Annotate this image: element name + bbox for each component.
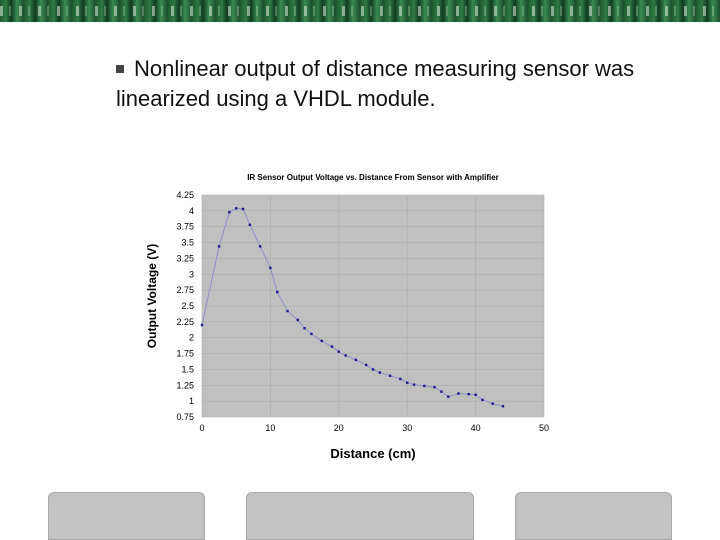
data-point-3 (235, 207, 237, 209)
y-tick-label-9: 3 (188, 269, 194, 280)
data-point-15 (338, 350, 340, 352)
y-tick-label-1: 1 (188, 396, 194, 407)
data-point-20 (379, 371, 381, 373)
data-point-24 (413, 383, 415, 385)
placeholder-slot-center (246, 492, 474, 540)
data-point-27 (440, 390, 442, 392)
x-tick-label-4: 40 (470, 423, 481, 433)
data-point-13 (321, 340, 323, 342)
data-point-30 (468, 393, 470, 395)
data-point-34 (502, 405, 504, 407)
data-point-6 (259, 245, 261, 247)
data-point-19 (372, 368, 374, 370)
data-point-14 (331, 345, 333, 347)
bullet-point-text: Nonlinear output of distance measuring sensor was linearized using a VHDL module. (116, 56, 635, 111)
y-axis-label: Output Voltage (V) (145, 243, 159, 349)
y-tick-label-8: 2.75 (176, 285, 194, 296)
data-point-2 (228, 211, 230, 213)
y-tick-label-6: 2.25 (176, 316, 194, 327)
sensor-chart (144, 166, 550, 466)
y-tick-label-12: 3.75 (176, 221, 194, 232)
data-point-5 (249, 224, 251, 226)
bullet-point (116, 54, 656, 114)
circuit-board-banner (0, 0, 720, 22)
bullet-square-icon (116, 65, 124, 73)
y-tick-labels (176, 190, 194, 422)
y-tick-label-13: 4 (188, 205, 194, 216)
y-tick-label-11: 3.5 (181, 237, 194, 248)
data-point-7 (269, 267, 271, 269)
data-point-11 (303, 327, 305, 329)
data-point-1 (218, 245, 220, 247)
data-point-17 (355, 359, 357, 361)
data-point-26 (433, 386, 435, 388)
x-tick-label-3: 30 (402, 423, 413, 433)
data-point-4 (242, 208, 244, 210)
y-tick-label-5: 2 (188, 332, 194, 343)
y-tick-label-10: 3.25 (176, 253, 194, 264)
y-tick-label-3: 1.5 (181, 364, 194, 375)
data-point-10 (297, 319, 299, 321)
y-tick-label-4: 1.75 (176, 348, 194, 359)
placeholder-slot-left (48, 492, 205, 540)
data-point-8 (276, 291, 278, 293)
data-point-31 (474, 394, 476, 396)
y-tick-label-0: 0.75 (176, 412, 194, 422)
circuit-pattern-overlay (0, 6, 720, 16)
data-point-12 (310, 333, 312, 335)
data-point-23 (406, 382, 408, 384)
x-tick-labels (199, 423, 549, 433)
x-axis-label: Distance (cm) (330, 446, 416, 461)
x-tick-label-0: 0 (199, 423, 205, 433)
data-point-16 (344, 354, 346, 356)
data-point-21 (389, 375, 391, 377)
data-point-0 (201, 324, 203, 326)
data-point-32 (481, 399, 483, 401)
x-tick-label-1: 10 (265, 423, 276, 433)
data-point-29 (457, 392, 459, 394)
data-point-9 (286, 310, 288, 312)
chart-svg (144, 166, 550, 466)
y-tick-label-7: 2.5 (181, 301, 194, 311)
data-point-25 (423, 385, 425, 387)
data-point-33 (492, 402, 494, 404)
y-tick-label-2: 1.25 (176, 380, 194, 391)
data-point-22 (399, 378, 401, 380)
x-tick-label-5: 50 (538, 423, 550, 433)
data-point-28 (447, 396, 449, 398)
chart-title: IR Sensor Output Voltage vs. Distance From Sensor with Amplifier (247, 173, 499, 182)
placeholder-slot-right (515, 492, 672, 540)
x-tick-label-2: 20 (333, 423, 344, 433)
y-tick-label-14: 4.25 (176, 190, 194, 200)
data-point-18 (365, 364, 367, 366)
